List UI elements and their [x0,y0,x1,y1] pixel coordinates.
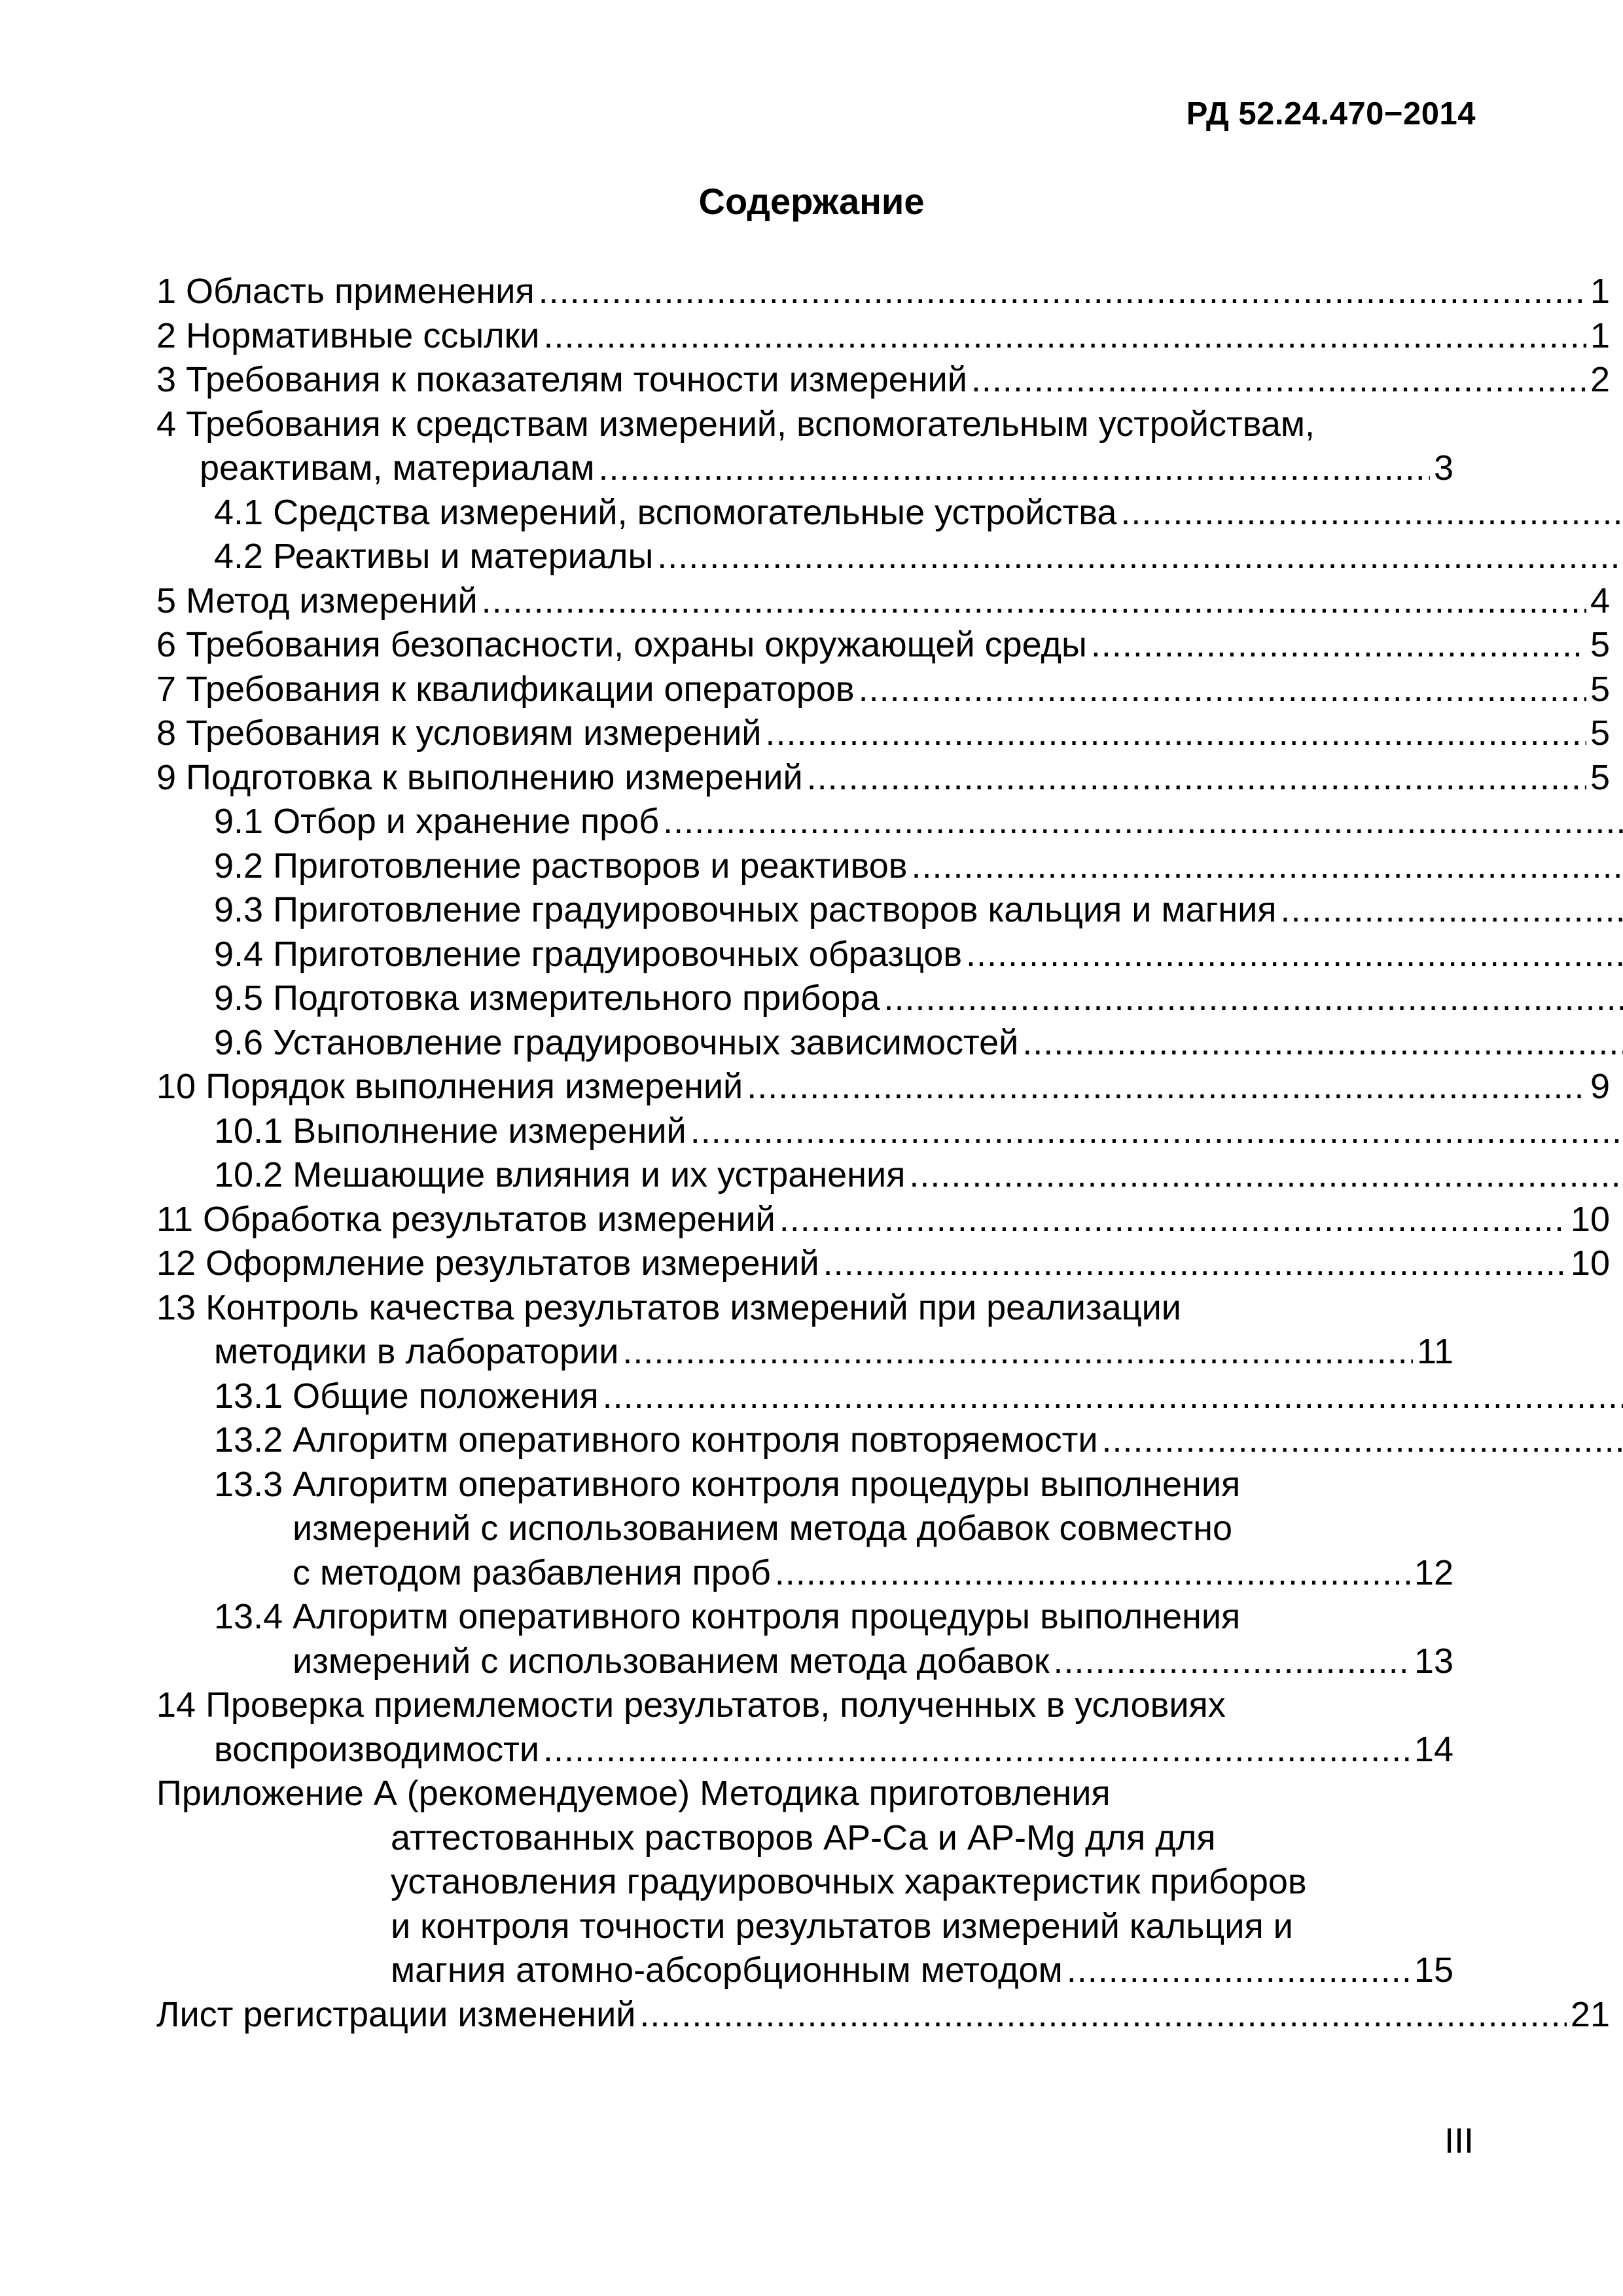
toc-entry[interactable] [0,314,1623,359]
toc-entry[interactable] [0,933,1623,977]
toc-entry[interactable] [0,888,1623,933]
toc-entry-label: 5 Метод измерений [156,581,478,620]
toc-entry[interactable] [0,1463,1623,1596]
toc-entry[interactable] [0,844,1623,889]
toc-entry-page: 5 [1590,625,1610,664]
dot-leader [765,711,1586,756]
dot-leader [911,844,1623,889]
toc-entry[interactable] [0,491,1623,535]
toc-entry-line: 13.4 Алгоритм оперативного контроля процедуры выполнения [214,1597,1241,1636]
toc-entry[interactable] [0,1242,1623,1286]
toc-entry-label: реактивам, материалам [200,448,595,488]
toc-entry[interactable] [0,800,1623,844]
dot-leader [883,977,1623,1021]
toc-entry-page: 1 [1590,315,1610,355]
toc-entry[interactable] [0,1286,1623,1374]
table-of-contents [0,270,1623,2037]
page-number: III [1444,2121,1474,2161]
dot-leader [1022,1021,1623,1066]
toc-entry[interactable] [0,1374,1623,1419]
toc-entry-label: методики в лаборатории [214,1332,619,1371]
dot-leader [1067,1948,1410,1993]
toc-entry-label: 12 Оформление результатов измерений [156,1244,819,1283]
toc-entry-label: 10 Порядок выполнения измерений [156,1067,743,1106]
toc-entry-label: 4.2 Реактивы и материалы [214,537,654,576]
toc-entry[interactable] [0,579,1623,624]
dot-leader [482,579,1586,624]
toc-entry-line: аттестованных растворов АР-Са и АР-Mg для для [391,1818,1216,1857]
toc-entry[interactable] [0,1109,1623,1154]
dot-leader [1281,888,1623,933]
dot-leader [807,756,1586,800]
toc-entry-label: 2 Нормативные ссылки [156,315,540,355]
toc-entry[interactable] [0,623,1623,668]
dot-leader [690,1109,1623,1154]
dot-leader [622,1330,1413,1374]
toc-entry-line: установления градуировочных характеристик приборов [391,1862,1307,1901]
toc-entry-label: 7 Требования к квалификации операторов [156,669,855,709]
dot-leader [775,1551,1410,1596]
toc-entry-label: 11 Обработка результатов измерений [156,1199,776,1239]
toc-entry[interactable] [0,1418,1623,1463]
toc-entry-page: 13 [1414,1641,1454,1681]
dot-leader [639,1993,1567,2037]
toc-entry[interactable] [0,711,1623,756]
dot-leader [663,800,1623,844]
toc-entry-label: 9.4 Приготовление градуировочных образцов [214,934,963,974]
toc-entry-label: Лист регистрации изменений [156,1994,636,2034]
dot-leader [543,1728,1410,1772]
dot-leader [859,668,1586,712]
dot-leader [971,358,1586,403]
dot-leader [603,1374,1623,1419]
toc-entry[interactable] [0,977,1623,1021]
dot-leader [1091,623,1586,668]
toc-entry-line: измерений с использованием метода добавок совместно [293,1509,1232,1548]
toc-entry-label: магния атомно-абсорбционным методом [391,1950,1063,1990]
toc-entry[interactable] [0,1595,1623,1683]
toc-entry-line: 13 Контроль качества результатов измерений при реализации [156,1287,1181,1327]
toc-entry-label: 1 Область применения [156,272,535,311]
toc-entry-line: 14 Проверка приемлемости результатов, полученных в условиях [156,1685,1226,1725]
toc-entry[interactable] [0,535,1623,579]
toc-entry-label: 6 Требования безопасности, охраны окружающей среды [156,625,1087,664]
toc-entry-label: с методом разбавления проб [293,1552,771,1592]
dot-leader [966,933,1623,977]
toc-entry-line: Приложение А (рекомендуемое) Методика приготовления [156,1774,1111,1813]
toc-entry-label: 9.1 Отбор и хранение проб [214,802,660,841]
toc-entry[interactable] [0,756,1623,800]
dot-leader [1054,1640,1410,1684]
toc-entry-label: 4.1 Средства измерений, вспомогательные устройства [214,492,1117,532]
toc-entry-label: 9.3 Приготовление градуировочных растворов кальция и магния [214,890,1277,929]
toc-title: Содержание [698,181,925,222]
toc-entry-label: 10.1 Выполнение измерений [214,1111,687,1151]
toc-entry-label: 8 Требования к условиям измерений [156,713,762,753]
toc-entry[interactable] [0,1153,1623,1198]
toc-entry-page: 12 [1414,1552,1454,1592]
toc-entry-line: и контроля точности результатов измерений кальция и [391,1906,1293,1946]
toc-entry-page: 2 [1590,360,1610,399]
dot-leader [823,1242,1567,1286]
toc-entry-page: 9 [1590,1067,1610,1106]
toc-entry-page: 14 [1414,1729,1454,1769]
toc-entry[interactable] [0,1993,1623,2037]
toc-entry-page: 3 [1433,448,1454,488]
toc-entry[interactable] [0,1021,1623,1066]
dot-leader [543,314,1586,359]
dot-leader [599,446,1430,491]
toc-entry[interactable] [0,1772,1623,1993]
dot-leader [657,535,1623,579]
document-code: РД 52.24.470−2014 [1186,96,1476,132]
toc-entry-page: 4 [1590,581,1610,620]
toc-entry[interactable] [0,668,1623,712]
toc-entry-label: 3 Требования к показателям точности измерений [156,360,967,399]
dot-leader [909,1153,1623,1198]
toc-entry-page: 5 [1590,757,1610,797]
toc-entry-page: 5 [1590,669,1610,709]
toc-entry-label: 9 Подготовка к выполнению измерений [156,757,803,797]
toc-entry-label: 10.2 Мешающие влияния и их устранения [214,1155,906,1194]
toc-entry-line: 4 Требования к средствам измерений, вспомогательным устройствам, [156,404,1315,444]
dot-leader [539,270,1586,314]
toc-entry-label: 13.1 Общие положения [214,1376,599,1416]
toc-entry[interactable] [0,270,1623,314]
toc-entry-page: 21 [1570,1994,1610,2034]
dot-leader [747,1065,1586,1109]
toc-entry[interactable] [0,1198,1623,1242]
toc-entry-page: 15 [1414,1950,1454,1990]
dot-leader [1102,1418,1623,1463]
toc-entry-page: 5 [1590,713,1610,753]
toc-entry-page: 10 [1570,1244,1610,1283]
toc-entry-label: 9.2 Приготовление растворов и реактивов [214,846,908,886]
toc-entry[interactable] [0,403,1623,491]
toc-entry-label: 9.5 Подготовка измерительного прибора [214,978,880,1018]
dot-leader [1120,491,1623,535]
toc-entry[interactable] [0,358,1623,403]
toc-entry[interactable] [0,1683,1623,1772]
toc-entry-label: воспроизводимости [214,1729,539,1769]
toc-entry-page: 11 [1416,1332,1454,1371]
toc-entry-line: 13.3 Алгоритм оперативного контроля процедуры выполнения [214,1464,1241,1504]
toc-entry-label: 13.2 Алгоритм оперативного контроля повторяемости [214,1420,1098,1460]
toc-entry-page: 10 [1570,1199,1610,1239]
toc-entry[interactable] [0,1065,1623,1109]
toc-entry-page: 1 [1590,272,1610,311]
dot-leader [779,1198,1567,1242]
toc-entry-label: измерений с использованием метода добавок [293,1641,1050,1681]
toc-entry-label: 9.6 Установление градуировочных зависимостей [214,1022,1019,1062]
